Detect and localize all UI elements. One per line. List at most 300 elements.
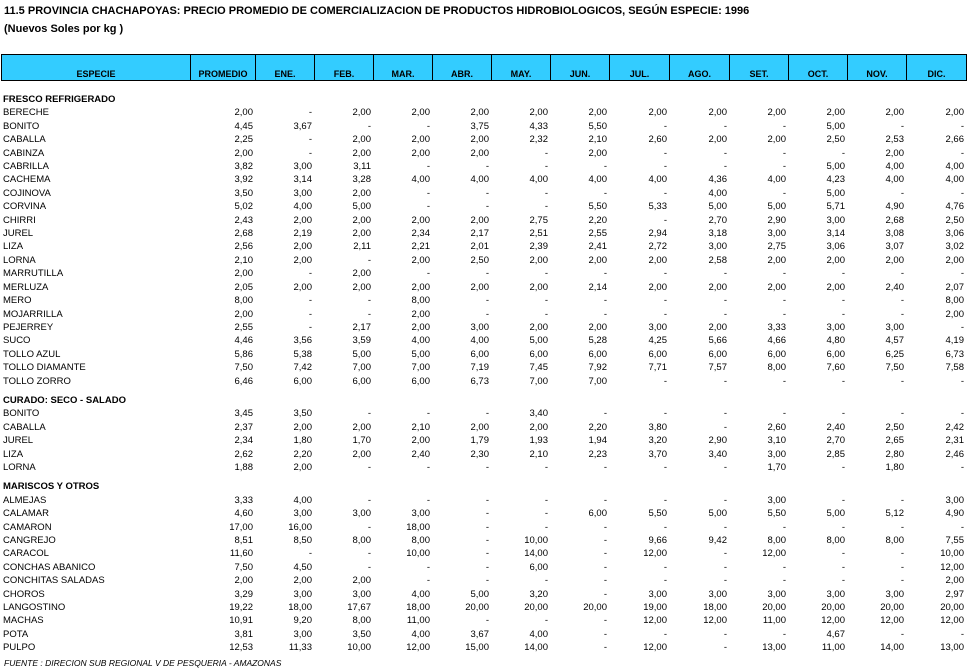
price-cell: 20,00 — [880, 602, 904, 614]
price-cell: 5,33 — [648, 201, 667, 213]
price-cell: 4,00 — [411, 335, 430, 347]
price-cell: 4,00 — [945, 161, 964, 173]
table-row — [1, 147, 966, 160]
table-row — [1, 494, 966, 507]
price-cell: 2,01 — [470, 241, 489, 253]
price-cell: 2,60 — [767, 421, 786, 433]
price-cell: 2,00 — [352, 214, 371, 226]
price-cell: 2,70 — [826, 435, 845, 447]
price-cell: 5,00 — [529, 335, 548, 347]
price-cell: 2,07 — [945, 281, 964, 293]
section-title: MARISCOS Y OTROS — [3, 481, 100, 493]
price-cell: 12,00 — [703, 615, 727, 627]
price-cell: 2,46 — [945, 448, 964, 460]
price-cell: - — [782, 120, 786, 132]
price-cell: 3,40 — [529, 408, 548, 420]
price-cell: - — [723, 521, 727, 533]
price-cell: 14,00 — [524, 642, 548, 654]
table-row — [1, 133, 966, 146]
price-cell: - — [603, 308, 607, 320]
price-cell: - — [663, 214, 667, 226]
price-cell: 2,65 — [885, 435, 904, 447]
col-header-dic: DIC. — [907, 55, 967, 81]
col-header-nov: NOV. — [848, 55, 907, 81]
price-cell: 9,66 — [648, 535, 667, 546]
price-cell: - — [426, 561, 430, 573]
price-cell: - — [782, 308, 786, 320]
price-cell: 2,19 — [293, 228, 312, 240]
price-cell: - — [960, 375, 964, 387]
price-cell: 2,68 — [885, 214, 904, 226]
species-cell: SUCO — [3, 335, 31, 347]
price-cell: - — [782, 268, 786, 280]
price-cell: 3,92 — [234, 174, 253, 186]
col-header-jun: JUN. — [551, 55, 610, 81]
table-row — [1, 200, 966, 213]
price-cell: 13,00 — [762, 642, 786, 654]
price-cell: 12,00 — [643, 548, 667, 560]
price-cell: 5,00 — [352, 348, 371, 360]
price-cell: - — [367, 408, 371, 420]
price-cell: 3,33 — [234, 494, 253, 506]
price-cell: - — [663, 120, 667, 132]
species-cell: PEJERREY — [3, 321, 54, 333]
price-cell: 2,00 — [352, 134, 371, 146]
table-row — [1, 628, 966, 641]
price-cell: 3,00 — [767, 588, 786, 600]
price-cell: - — [782, 561, 786, 573]
col-header-oct: OCT. — [789, 55, 848, 81]
price-cell: - — [782, 575, 786, 587]
price-cell: 7,60 — [826, 362, 845, 374]
price-cell: 2,20 — [588, 421, 607, 433]
price-cell: 11,00 — [821, 642, 845, 654]
price-cell: 5,00 — [826, 161, 845, 173]
price-cell: 2,00 — [234, 107, 253, 119]
price-cell: - — [960, 268, 964, 280]
price-cell: - — [663, 461, 667, 473]
price-cell: - — [782, 408, 786, 420]
price-cell: 2,00 — [293, 421, 312, 433]
price-cell: 18,00 — [406, 602, 430, 614]
price-cell: - — [544, 295, 548, 307]
price-cell: 2,30 — [470, 448, 489, 460]
price-cell: 13,00 — [940, 642, 964, 654]
price-cell: 5,02 — [234, 201, 253, 213]
price-cell: - — [426, 408, 430, 420]
species-cell: LORNA — [3, 461, 36, 473]
price-cell: 8,00 — [411, 535, 430, 546]
price-cell: 2,90 — [767, 214, 786, 226]
price-cell: - — [485, 548, 489, 560]
price-cell: 3,00 — [293, 588, 312, 600]
price-cell: 2,00 — [885, 107, 904, 119]
table-row — [1, 421, 966, 434]
price-cell: - — [485, 308, 489, 320]
price-cell: 2,90 — [708, 435, 727, 447]
price-cell: 17,00 — [229, 521, 253, 533]
price-cell: 7,55 — [945, 535, 964, 546]
price-cell: 4,00 — [470, 174, 489, 186]
price-cell: 19,22 — [229, 602, 253, 614]
price-cell: - — [485, 187, 489, 199]
price-cell: 4,00 — [945, 174, 964, 186]
price-cell: - — [544, 461, 548, 473]
species-cell: MERLUZA — [3, 281, 49, 293]
price-cell: - — [782, 161, 786, 173]
price-cell: - — [603, 408, 607, 420]
price-cell: 4,25 — [648, 335, 667, 347]
price-cell: 2,00 — [945, 308, 964, 320]
price-cell: - — [900, 268, 904, 280]
price-cell: 2,50 — [945, 214, 964, 226]
price-cell: - — [782, 187, 786, 199]
price-cell: - — [841, 521, 845, 533]
price-cell: 2,40 — [826, 421, 845, 433]
price-cell: - — [723, 147, 727, 159]
price-cell: 7,58 — [945, 362, 964, 374]
price-cell: 2,00 — [529, 421, 548, 433]
price-cell: 1,94 — [588, 435, 607, 447]
price-cell: - — [960, 321, 964, 333]
price-cell: 2,00 — [352, 448, 371, 460]
price-cell: 4,46 — [234, 335, 253, 347]
price-cell: 4,00 — [588, 174, 607, 186]
price-cell: 3,80 — [648, 421, 667, 433]
table-row — [1, 375, 966, 388]
price-cell: - — [426, 575, 430, 587]
price-cell: - — [544, 508, 548, 520]
price-cell: - — [544, 268, 548, 280]
price-cell: - — [544, 575, 548, 587]
price-cell: 4,00 — [293, 201, 312, 213]
price-cell: 1,80 — [293, 435, 312, 447]
price-cell: 7,57 — [708, 362, 727, 374]
price-cell: 20,00 — [583, 602, 607, 614]
price-cell: - — [603, 535, 607, 546]
col-header-may: MAY. — [492, 55, 551, 81]
price-cell: 2,00 — [411, 435, 430, 447]
price-cell: 6,46 — [234, 375, 253, 387]
price-cell: - — [960, 120, 964, 132]
price-cell: 3,07 — [885, 241, 904, 253]
table-row — [1, 106, 966, 119]
price-cell: - — [426, 161, 430, 173]
price-cell: 5,00 — [826, 187, 845, 199]
price-cell: 10,00 — [524, 535, 548, 546]
price-cell: 2,00 — [648, 281, 667, 293]
price-cell: 2,34 — [411, 228, 430, 240]
table-row — [1, 448, 966, 461]
price-cell: - — [485, 494, 489, 506]
species-cell: CALAMAR — [3, 508, 49, 520]
price-cell: 2,10 — [529, 448, 548, 460]
price-cell: - — [841, 494, 845, 506]
price-cell: 1,93 — [529, 435, 548, 447]
price-cell: 2,72 — [648, 241, 667, 253]
price-cell: 7,50 — [234, 362, 253, 374]
price-cell: 1,80 — [885, 461, 904, 473]
price-cell: 2,23 — [588, 448, 607, 460]
price-cell: 8,00 — [352, 535, 371, 546]
price-cell: 4,90 — [945, 508, 964, 520]
price-cell: - — [367, 461, 371, 473]
price-cell: 2,75 — [767, 241, 786, 253]
price-cell: 12,00 — [762, 548, 786, 560]
price-cell: 9,20 — [293, 615, 312, 627]
price-cell: 4,00 — [293, 494, 312, 506]
col-header-promedio: PROMEDIO — [191, 55, 256, 81]
price-cell: 11,60 — [229, 548, 253, 560]
price-cell: 2,00 — [529, 254, 548, 266]
price-cell: 6,00 — [529, 348, 548, 360]
price-cell: 2,00 — [411, 134, 430, 146]
price-cell: 12,00 — [406, 642, 430, 654]
price-cell: 2,00 — [945, 254, 964, 266]
price-cell: 2,11 — [353, 241, 371, 253]
price-cell: 6,00 — [588, 508, 607, 520]
price-cell: 2,00 — [529, 107, 548, 119]
price-cell: - — [308, 268, 312, 280]
price-cell: - — [367, 254, 371, 266]
price-cell: 3,00 — [648, 321, 667, 333]
price-cell: - — [900, 561, 904, 573]
price-cell: 2,17 — [352, 321, 371, 333]
price-cell: 2,00 — [293, 461, 312, 473]
price-cell: 3,75 — [470, 120, 489, 132]
price-cell: 6,00 — [529, 561, 548, 573]
price-cell: 2,51 — [529, 228, 548, 240]
price-cell: 20,00 — [762, 602, 786, 614]
price-cell: 14,00 — [524, 548, 548, 560]
price-cell: 2,00 — [411, 107, 430, 119]
price-cell: 2,00 — [767, 107, 786, 119]
price-cell: 3,67 — [470, 628, 489, 640]
price-cell: - — [900, 308, 904, 320]
price-cell: 6,00 — [708, 348, 727, 360]
price-cell: 4,80 — [826, 335, 845, 347]
price-cell: 2,41 — [588, 241, 607, 253]
species-cell: MACHAS — [3, 615, 44, 627]
price-cell: 3,45 — [234, 408, 253, 420]
price-cell: 6,00 — [411, 375, 430, 387]
price-cell: 2,40 — [411, 448, 430, 460]
price-cell: - — [367, 494, 371, 506]
price-cell: 5,00 — [767, 201, 786, 213]
price-cell: 3,50 — [293, 408, 312, 420]
table-row — [1, 214, 966, 227]
table-row — [1, 348, 966, 361]
price-cell: 4,45 — [234, 120, 253, 132]
price-cell: 2,00 — [708, 281, 727, 293]
price-cell: - — [485, 461, 489, 473]
price-cell: - — [663, 408, 667, 420]
price-cell: 2,42 — [945, 421, 964, 433]
price-cell: 5,12 — [885, 508, 904, 520]
price-cell: 2,40 — [885, 281, 904, 293]
price-cell: 3,06 — [826, 241, 845, 253]
price-cell: 12,00 — [643, 615, 667, 627]
price-cell: - — [485, 575, 489, 587]
price-cell: - — [900, 120, 904, 132]
price-cell: 3,00 — [767, 448, 786, 460]
table-row — [1, 120, 966, 133]
price-cell: 2,37 — [234, 421, 253, 433]
table-row — [1, 294, 966, 307]
col-header-ene: ENE. — [256, 55, 315, 81]
price-cell: 2,50 — [826, 134, 845, 146]
price-cell: - — [960, 147, 964, 159]
price-cell: - — [485, 201, 489, 213]
price-cell: 6,00 — [826, 348, 845, 360]
price-cell: 7,92 — [588, 362, 607, 374]
price-cell: 3,00 — [708, 588, 727, 600]
table-row — [1, 507, 966, 520]
price-cell: - — [308, 147, 312, 159]
price-cell: 7,42 — [293, 362, 312, 374]
price-cell: 2,00 — [648, 254, 667, 266]
price-cell: 4,67 — [826, 628, 845, 640]
price-cell: 9,42 — [708, 535, 727, 546]
table-row — [1, 334, 966, 347]
price-cell: 2,56 — [234, 241, 253, 253]
price-cell: 2,00 — [293, 241, 312, 253]
table-row — [1, 267, 966, 280]
price-cell: 2,00 — [588, 321, 607, 333]
price-cell: - — [308, 134, 312, 146]
species-cell: CORVINA — [3, 201, 47, 213]
price-cell: 7,50 — [885, 362, 904, 374]
price-cell: 2,00 — [293, 254, 312, 266]
price-cell: - — [485, 508, 489, 520]
price-cell: - — [603, 548, 607, 560]
col-header-abr: ABR. — [433, 55, 492, 81]
price-cell: 10,00 — [347, 642, 371, 654]
price-cell: - — [603, 628, 607, 640]
table-row — [1, 254, 966, 267]
price-cell: - — [308, 308, 312, 320]
price-cell: 2,00 — [352, 107, 371, 119]
price-cell: - — [723, 461, 727, 473]
price-cell: 2,00 — [826, 281, 845, 293]
price-cell: 3,50 — [352, 628, 371, 640]
species-cell: LANGOSTINO — [3, 602, 66, 614]
price-cell: 2,00 — [293, 575, 312, 587]
price-cell: - — [841, 575, 845, 587]
price-cell: - — [485, 535, 489, 546]
price-cell: 4,19 — [945, 335, 964, 347]
price-cell: 4,00 — [529, 628, 548, 640]
price-cell: 18,00 — [703, 602, 727, 614]
price-cell: 2,62 — [234, 448, 253, 460]
price-cell: 6,00 — [588, 348, 607, 360]
price-cell: 2,00 — [588, 107, 607, 119]
price-cell: 5,28 — [588, 335, 607, 347]
price-cell: 3,00 — [293, 187, 312, 199]
species-cell: POTA — [3, 628, 29, 640]
price-cell: - — [426, 268, 430, 280]
price-cell: 4,36 — [708, 174, 727, 186]
price-cell: 6,25 — [885, 348, 904, 360]
price-cell: 2,68 — [234, 228, 253, 240]
price-cell: 4,57 — [885, 335, 904, 347]
price-cell: 3,00 — [293, 508, 312, 520]
price-cell: 3,00 — [767, 494, 786, 506]
section-header-row — [1, 480, 966, 493]
price-cell: - — [960, 461, 964, 473]
price-cell: 2,14 — [588, 281, 607, 293]
price-cell: 10,00 — [406, 548, 430, 560]
price-cell: 3,28 — [352, 174, 371, 186]
price-cell: 15,00 — [465, 642, 489, 654]
price-cell: 2,60 — [648, 134, 667, 146]
price-cell: 2,10 — [588, 134, 607, 146]
table-row — [1, 187, 966, 200]
price-cell: 1,70 — [767, 461, 786, 473]
price-cell: - — [960, 628, 964, 640]
price-cell: 5,00 — [411, 348, 430, 360]
price-cell: - — [308, 321, 312, 333]
price-cell: 5,00 — [826, 120, 845, 132]
table-row — [1, 281, 966, 294]
price-cell: - — [367, 548, 371, 560]
price-cell: - — [426, 120, 430, 132]
price-cell: 2,25 — [234, 134, 253, 146]
price-cell: 2,00 — [352, 228, 371, 240]
price-cell: 2,00 — [352, 281, 371, 293]
price-cell: 2,80 — [885, 448, 904, 460]
price-cell: - — [426, 461, 430, 473]
price-cell: - — [603, 575, 607, 587]
price-cell: 2,00 — [293, 281, 312, 293]
price-cell: 2,00 — [411, 308, 430, 320]
price-cell: 3,00 — [648, 588, 667, 600]
price-cell: - — [663, 521, 667, 533]
table-title: 11.5 PROVINCIA CHACHAPOYAS: PRECIO PROMEDIO DE COMERCIALIZACION DE PRODUCTOS HIDROBIOLOGICOS, SEGÚN ESPECIE: 1996 — [4, 5, 750, 17]
price-cell: 3,08 — [885, 228, 904, 240]
price-cell: - — [723, 375, 727, 387]
price-cell: 2,50 — [885, 421, 904, 433]
table-row — [1, 173, 966, 186]
price-cell: 2,00 — [708, 321, 727, 333]
table-row — [1, 240, 966, 253]
price-cell: 2,00 — [293, 214, 312, 226]
price-cell: 1,70 — [352, 435, 371, 447]
price-cell: - — [841, 408, 845, 420]
table-row — [1, 601, 966, 614]
price-cell: 16,00 — [288, 521, 312, 533]
data-table — [1, 93, 966, 655]
species-cell: CABINZA — [3, 147, 45, 159]
price-cell: 2,00 — [648, 107, 667, 119]
price-cell: 7,00 — [588, 375, 607, 387]
price-cell: - — [723, 642, 727, 654]
price-cell: 4,00 — [411, 174, 430, 186]
price-cell: - — [603, 161, 607, 173]
price-cell: 2,58 — [708, 254, 727, 266]
price-cell: 3,00 — [293, 628, 312, 640]
species-cell: CHIRRI — [3, 214, 36, 226]
price-cell: 5,00 — [470, 588, 489, 600]
species-cell: MARRUTILLA — [3, 268, 64, 280]
price-cell: 2,00 — [470, 134, 489, 146]
price-cell: 2,17 — [470, 228, 489, 240]
species-cell: CABALLA — [3, 421, 46, 433]
price-cell: - — [841, 461, 845, 473]
section-header-row — [1, 93, 966, 106]
price-cell: - — [663, 268, 667, 280]
price-cell: 2,05 — [234, 281, 253, 293]
